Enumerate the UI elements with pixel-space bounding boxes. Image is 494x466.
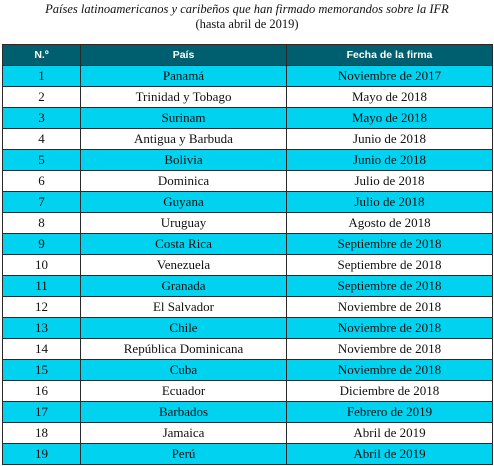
memorandum-table <box>2 44 493 465</box>
table-row <box>3 339 493 360</box>
table-row <box>3 381 493 402</box>
cell-number: 19 <box>3 444 81 465</box>
cell-signing-date: Abril de 2019 <box>287 423 493 444</box>
table-row <box>3 192 493 213</box>
table-header-row <box>3 45 493 66</box>
cell-signing-date: Junio de 2018 <box>287 150 493 171</box>
cell-signing-date: Mayo de 2018 <box>287 87 493 108</box>
cell-number: 12 <box>3 297 81 318</box>
table-row <box>3 213 493 234</box>
cell-country: Antigua y Barbuda <box>81 129 287 150</box>
table-row <box>3 129 493 150</box>
cell-country: Cuba <box>81 360 287 381</box>
header-country: País <box>81 45 287 66</box>
cell-signing-date: Noviembre de 2017 <box>287 66 493 87</box>
cell-number: 13 <box>3 318 81 339</box>
table-row <box>3 360 493 381</box>
cell-country: Uruguay <box>81 213 287 234</box>
cell-signing-date: Septiembre de 2018 <box>287 255 493 276</box>
cell-number: 4 <box>3 129 81 150</box>
cell-signing-date: Noviembre de 2018 <box>287 297 493 318</box>
table-caption <box>0 2 494 32</box>
table-row <box>3 402 493 423</box>
table-row <box>3 150 493 171</box>
cell-number: 1 <box>3 66 81 87</box>
cell-signing-date: Julio de 2018 <box>287 192 493 213</box>
cell-number: 17 <box>3 402 81 423</box>
table-row <box>3 234 493 255</box>
cell-signing-date: Septiembre de 2018 <box>287 276 493 297</box>
cell-signing-date: Septiembre de 2018 <box>287 234 493 255</box>
cell-country: Chile <box>81 318 287 339</box>
cell-country: Dominica <box>81 171 287 192</box>
cell-country: Barbados <box>81 402 287 423</box>
cell-country: Panamá <box>81 66 287 87</box>
cell-signing-date: Junio de 2018 <box>287 129 493 150</box>
table-row <box>3 87 493 108</box>
cell-number: 10 <box>3 255 81 276</box>
cell-signing-date: Febrero de 2019 <box>287 402 493 423</box>
cell-number: 15 <box>3 360 81 381</box>
cell-signing-date: Diciembre de 2018 <box>287 381 493 402</box>
cell-country: Ecuador <box>81 381 287 402</box>
cell-number: 2 <box>3 87 81 108</box>
cell-country: Granada <box>81 276 287 297</box>
table-row <box>3 444 493 465</box>
header-signing-date: Fecha de la firma <box>287 45 493 66</box>
cell-country: Bolivia <box>81 150 287 171</box>
cell-number: 3 <box>3 108 81 129</box>
cell-signing-date: Julio de 2018 <box>287 171 493 192</box>
header-number: N.º <box>3 45 81 66</box>
cell-number: 7 <box>3 192 81 213</box>
table-row <box>3 255 493 276</box>
cell-country: Trinidad y Tobago <box>81 87 287 108</box>
cell-number: 18 <box>3 423 81 444</box>
table-row <box>3 423 493 444</box>
table-row <box>3 66 493 87</box>
cell-number: 9 <box>3 234 81 255</box>
cell-signing-date: Noviembre de 2018 <box>287 339 493 360</box>
cell-number: 16 <box>3 381 81 402</box>
cell-country: El Salvador <box>81 297 287 318</box>
cell-country: Perú <box>81 444 287 465</box>
caption-title: Países latinoamericanos y caribeños que han firmado memorandos sobre la IFR <box>45 2 449 16</box>
cell-signing-date: Noviembre de 2018 <box>287 318 493 339</box>
cell-country: Guyana <box>81 192 287 213</box>
table-row <box>3 276 493 297</box>
table-row <box>3 108 493 129</box>
cell-number: 6 <box>3 171 81 192</box>
cell-number: 11 <box>3 276 81 297</box>
table-row <box>3 297 493 318</box>
cell-signing-date: Agosto de 2018 <box>287 213 493 234</box>
cell-signing-date: Noviembre de 2018 <box>287 360 493 381</box>
table-body <box>3 66 493 465</box>
cell-signing-date: Abril de 2019 <box>287 444 493 465</box>
table-row <box>3 171 493 192</box>
cell-country: Costa Rica <box>81 234 287 255</box>
cell-number: 14 <box>3 339 81 360</box>
cell-number: 5 <box>3 150 81 171</box>
table-row <box>3 318 493 339</box>
cell-country: Surinam <box>81 108 287 129</box>
cell-country: Jamaica <box>81 423 287 444</box>
cell-number: 8 <box>3 213 81 234</box>
cell-country: República Dominicana <box>81 339 287 360</box>
cell-country: Venezuela <box>81 255 287 276</box>
cell-signing-date: Mayo de 2018 <box>287 108 493 129</box>
caption-subtitle: (hasta abril de 2019) <box>195 17 299 31</box>
